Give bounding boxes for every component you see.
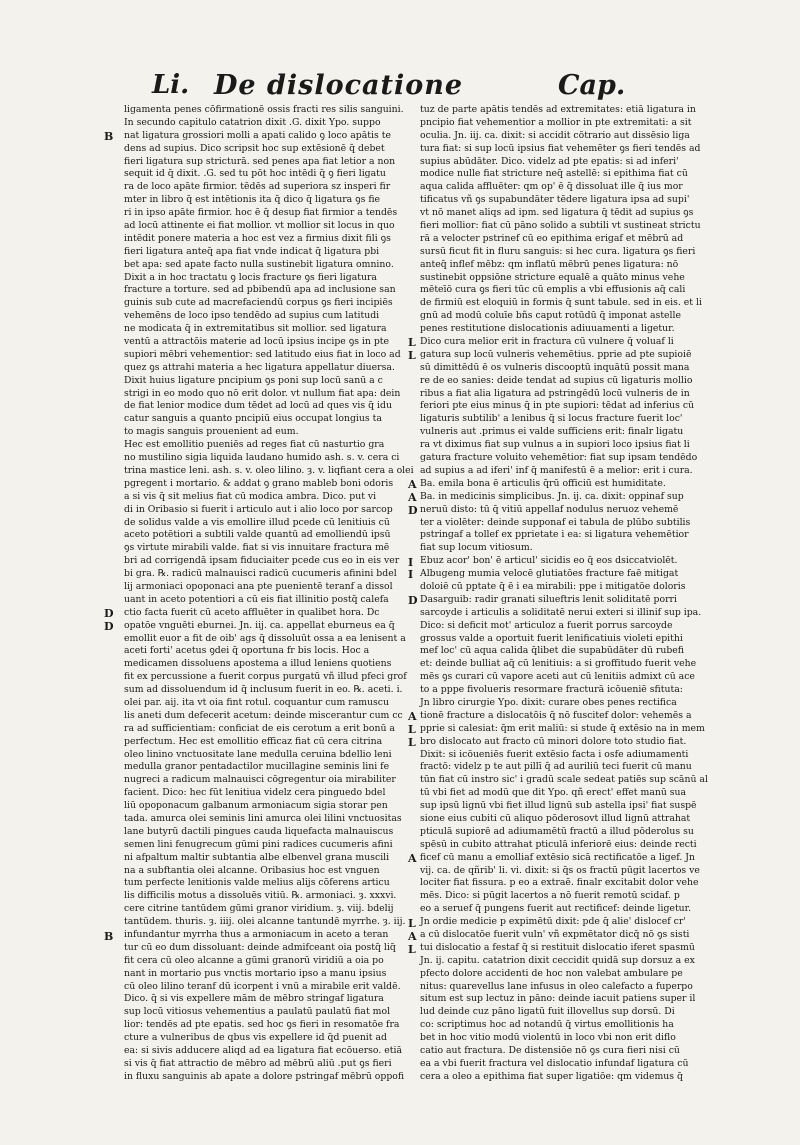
text-line: ea a vbi fuerit fractura vel dislocatio infundaf ligatura cū bbox=[420, 1057, 689, 1069]
margin-letter: D bbox=[104, 620, 114, 633]
text-line: dens ad supius. Dico scripsit hoc sup extēsionē q̄ debet bbox=[124, 142, 385, 154]
text-line: spēsū in cubito attrahat pticulā inferiorē eius: deinde recti bbox=[420, 838, 697, 850]
text-line: Dixit a in hoc tractatu ꝯ locis fracture ꝯs fieri ligatura bbox=[124, 271, 377, 283]
text-line: gnū ad modū coluīe bñs caput rotūdū q̄ imponat astelle bbox=[420, 310, 682, 322]
text-line: tantūdem. thuris. ȝ. iiij. olei alcanne tantundē myrrhe. ȝ. iij. bbox=[124, 916, 406, 928]
text-line: ter a violēter: deinde supponaf ei tabula de plūbo subtilis bbox=[420, 516, 691, 528]
text-line: modice nulle fiat stricture neq̄ astellē: si epithima fiat cū bbox=[420, 168, 688, 180]
text-line: tui dislocatio a festaf q̄ si restituit dislocatio iferet spasmū bbox=[420, 941, 695, 953]
text-line: situm est sup lectuz in pāno: deinde iacuit patiens super il bbox=[420, 993, 696, 1005]
text-line: Hec est emollitio pueniēs ad reges fiat cū nasturtio gra bbox=[124, 439, 385, 451]
text-line: Ba. in medicinis simplicibus. Jn. ij. ca. dixit: oppinaf sup bbox=[420, 490, 684, 502]
text-line: to a pppe fivolueris resormare fracturā icōueniē sfituta: bbox=[420, 684, 683, 696]
text-line: fit cera cū oleo alcanne a gūmi granorū viridiū a oia po bbox=[124, 954, 384, 966]
text-line: tionē fracture a dislocatōis q̄ nō fuscitef dolor: vehemēs a bbox=[420, 709, 692, 721]
text-line: pstringaf a tollef ex pprietate i ea: si ligatura vehemētior bbox=[420, 529, 689, 541]
text-line: sustinebit oppsiōne stricture equalē a quāto minus vehe bbox=[420, 271, 685, 283]
text-line: guinis sub cute ad macrefaciendū corpus ꝯs fieri incipiēs bbox=[124, 297, 393, 309]
text-line: sup locū vitiosus vehementius a paulatū paulatū fiat mol bbox=[124, 1006, 391, 1018]
text-line: in fluxu sanguinis ab apate a dolore pstringaf mēbrū oppofi bbox=[124, 1070, 405, 1082]
text-line: vehemēns de loco ipso tendēdo ad supius cum latitudi bbox=[124, 310, 380, 322]
text-line: tur cū eo dum dissoluant: deinde admifceant oia postq̄ liq̄ bbox=[124, 941, 396, 953]
margin-letter: D bbox=[408, 594, 418, 608]
text-line: semen lini fenugrecum gūmi pini radices cucumeris afini bbox=[124, 838, 393, 850]
text-line: tificatus vñ ꝯs supabundāter tēdere ligatura ipsa ad supi' bbox=[420, 194, 690, 206]
text-line: mēs ꝯs curari cū vapore aceti aut cū lenitiis admixt cū ace bbox=[420, 671, 695, 683]
margin-letter: L bbox=[408, 336, 416, 350]
text-line: Jn ordie medicie p expimētū dixit: pde q̄ alie' dislocef cr' bbox=[420, 916, 686, 928]
margin-letter: I bbox=[408, 568, 414, 582]
text-line: fieri ligatura sup stricturā. sed penes apa fiat letior a non bbox=[124, 155, 396, 167]
text-line: tūn fiat cū instro sic' i gradū scale sedeat patiēs sup scānū al bbox=[420, 774, 708, 786]
text-line: strigi in eo modo quo nō erit dolor. vt nullum fiat apa: dein bbox=[124, 387, 401, 399]
text-line: ligamenta penes cōfirmationē ossis fracti res silis sanguini. bbox=[124, 104, 404, 115]
text-line: Ebuz acor' bon' ē articul' sicidis eo q̄ eos dsiccatviolēt. bbox=[420, 555, 678, 567]
text-line: mter in libro q̄ est intētionis ita q̄ dico q̄ ligatura ꝯs fie bbox=[124, 194, 381, 206]
text-line: ni afpaltum maltir subtantia albe elbenvel grana muscili bbox=[124, 851, 390, 863]
text-line: ad supius a ad iferi' inf q̄ manifestū ē a melior: erit i cura. bbox=[420, 464, 693, 476]
margin-letter: B bbox=[104, 129, 114, 143]
text-line: vt nō manet aliqs ad ipm. sed ligatura q̄ tēdit ad supius ꝯs bbox=[420, 207, 694, 219]
text-line: uant in aceto potentiori a cū eis fiat illinitio postq̄ calefa bbox=[124, 593, 389, 605]
text-line: pfecto dolore accidenti de hoc non valebat ambulare pe bbox=[420, 967, 683, 979]
text-line: intēdit ponere materia a hoc est vez a firmius dixit fili ꝯs bbox=[124, 232, 391, 244]
margin-letter: A bbox=[408, 929, 417, 943]
text-line: ribus a fiat alia ligatura ad pstringēdū locū vulneris de in bbox=[420, 387, 690, 399]
text-line: perfectum. Hec est emollitio efficaz fiat cū cera citrina bbox=[124, 735, 383, 747]
text-line: facient. Dico: hec fūt lenitiua videlz cera pinguedo bdel bbox=[124, 787, 386, 799]
folio-number: Li. bbox=[152, 70, 190, 100]
margin-letter: I bbox=[408, 555, 414, 569]
text-line: sarcoyde i articulis a soliditatē nerui exteri si illinif sup ipa. bbox=[420, 606, 702, 618]
text-line: gatura fracture voluito vehemētior: fiat sup ipsam tendēdo bbox=[420, 452, 698, 464]
text-line: doloiē cū pptate q̄ ē i ea mirabili: ppe i mitigatōe doloris bbox=[420, 580, 686, 592]
text-line: a si vis q̄ sit melius fiat cū modica ambra. Dico. put vi bbox=[124, 490, 377, 502]
text-line: no mustilino sigia liquida laudano humido ash. s. v. cera ci bbox=[124, 452, 400, 464]
text-line: vij. ca. de qñrib' li. vi. dixit: si q̄s os fractū pūgit lacertos ve bbox=[420, 864, 700, 876]
text-line: medulla granor pentadactilor mucillagine seminis lini fe bbox=[124, 761, 390, 773]
margin-letter: L bbox=[408, 916, 416, 930]
text-line: fractō: videlz p te aut pillī q̄ ad auriliū teci fuerit cū manu bbox=[420, 761, 692, 773]
text-line: tada. amurca olei seminis lini amurca olei lilini vnctuositas bbox=[124, 812, 402, 824]
text-line: di in Oribasio si fuerit i articulo aut i alio loco por sarcop bbox=[124, 503, 393, 515]
text-line: tū vbi fiet ad modū que dit Ypo. qñ erect' effet manū sua bbox=[420, 787, 687, 799]
text-line: sum ad dissoluendum id q̄ inclusum fuerit in eo. ℞. aceti. i. bbox=[124, 684, 403, 696]
text-line: bet in hoc vitio modū violentū in loco vbi non erit diflo bbox=[420, 1032, 676, 1044]
margin-letter: D bbox=[104, 607, 114, 621]
text-line: infundantur myrrha thus a armoniacum in aceto a teran bbox=[124, 929, 389, 940]
text-line: si vis q̄ fiat attractio de mēbro ad mēbrū aliū .put ꝯs fieri bbox=[124, 1057, 392, 1069]
text-line: grossus valde a oportuit fuerit lenificatiuis violeti epithi bbox=[420, 632, 683, 644]
text-line: Albugeng mumia velocē glutiatōes fracture faē mitigat bbox=[420, 568, 679, 580]
text-line: pgregent i mortario. & addat ꝯ grano mableb boni odoris bbox=[124, 477, 394, 489]
text-line: ad locū attinente ei fiat mollior. vt mollior sit locus in quo bbox=[124, 220, 395, 232]
text-line: nant in mortario pus vnctis mortario ipso a manu ipsius bbox=[124, 967, 387, 979]
margin-letter: L bbox=[408, 723, 416, 737]
text-line: pticulā supiorē ad adiumamētū fractū a illud pōderolus su bbox=[420, 825, 694, 837]
text-line: medicamen dissoluens apostema a illud leniens quotiens bbox=[124, 658, 392, 670]
text-line: pncipio fiat vehementior a mollior in pte extremitati: a sit bbox=[420, 116, 692, 128]
text-line: Jn libro cirurgie Ypo. dixit: curare obes penes rectifica bbox=[420, 696, 677, 708]
text-line: catur sanguis a quanto pncipiū eius occupat longius ta bbox=[124, 413, 382, 425]
text-line: supiori mēbri vehementior: sed latitudo eius fiat in loco ad bbox=[124, 348, 401, 360]
right-text-column bbox=[420, 104, 708, 1084]
text-line: lane butyrū dactili pingues cauda liquefacta malnauiscus bbox=[124, 825, 394, 837]
text-line: sursū ficut fit in fluru sanguis: si hec cura. ligatura ꝯs fieri bbox=[420, 245, 696, 257]
margin-letter: A bbox=[408, 710, 417, 724]
text-line: ne modicata q̄ in extremitatibus sit mollior. sed ligatura bbox=[124, 323, 387, 335]
margin-letter: L bbox=[408, 942, 416, 956]
text-line: cture a vulneribus de qbus vis expellere id q̄d puenit ad bbox=[124, 1032, 387, 1044]
text-line: vulneris aut .primus ei valde sufficiens erit: finalr ligatu bbox=[420, 426, 684, 438]
text-line: Dixit: si icōueniēs fuerit extēsio facta i osfe adiumamenti bbox=[420, 748, 689, 760]
text-line: fiat sup locum vitiosum. bbox=[420, 542, 533, 554]
text-line: a cū dislocatōe fuerit vuln' vñ expmētator dicq̄ nō ꝯs sisti bbox=[420, 929, 690, 940]
text-line: gatura sup locū vulneris vehemētius. pprie ad pte supioiē bbox=[420, 348, 692, 360]
text-line: pprie si calesiat: q̄m erit maliū: si stude q̄ extēsio na in mem bbox=[420, 722, 705, 734]
text-line: re de eo sanies: deide tendat ad supius cū ligaturis mollio bbox=[420, 374, 693, 386]
text-line: de solidus valde a vis emollire illud pcede cū lenitiuis cū bbox=[124, 516, 390, 528]
text-line: supius abūdāter. Dico. videlz ad pte epatis: si ad inferi' bbox=[420, 155, 679, 167]
text-line: ventū a attractōis materie ad locū ipsius incipe ꝯs in pte bbox=[124, 336, 390, 348]
margin-letter: D bbox=[408, 503, 418, 517]
margin-letter: B bbox=[104, 929, 114, 943]
text-line: et: deinde bulliat aq̄ cū lenitiuis: a si groffitudo fuerit vehe bbox=[420, 658, 697, 670]
text-line: bri ad corrigendā ipsam fiduciaiter pcede cus eo in eis ver bbox=[124, 555, 400, 567]
text-line: ea: si sivis adducere aliqd ad ea ligatura fiat ecōuerso. etiā bbox=[124, 1045, 403, 1057]
text-line: nitus: quarevellus lane infusus in oleo calefacto a fuperpo bbox=[420, 980, 693, 992]
text-line: penes restitutione dislocationis adiuuamenti a ligetur. bbox=[420, 323, 675, 335]
text-line: opatōe vnguēti eburnei. Jn. iij. ca. appellat eburneus ea q̄ bbox=[124, 619, 395, 631]
text-line: lij armoniaci opoponaci ana pte puenientē teranf a dissol bbox=[124, 580, 393, 592]
text-line: nat ligatura grossiori molli a apati calido ꝯ loco apātis te bbox=[124, 129, 391, 141]
text-line: Dasarguib: radir granati silueftris lenit soliditatē porri bbox=[420, 593, 677, 605]
text-line: cere citrine tantūdem gūmi granor viridium. ȝ. viij. bdelij bbox=[124, 903, 394, 915]
text-line: sione eius cubiti cū aliquo pōderosovt illud lignū attrahat bbox=[420, 812, 691, 824]
text-line: Dico: si deficit mot' articuloz a fuerit porrus sarcoyde bbox=[420, 619, 673, 631]
text-line: tuz de parte apātis tendēs ad extremitates: etiā ligatura in bbox=[420, 104, 696, 115]
chapter-label: Cap. bbox=[558, 70, 626, 101]
text-line: co: scriptimus hoc ad notandū q̄ virtus emollitionis ha bbox=[420, 1019, 674, 1031]
text-line: mēteīō cura ꝯs fieri tūc cū emplis a vbi effusionis aq̄ cali bbox=[420, 284, 686, 296]
text-line: bro dislocato aut fracto cū minori dolore toto studio fiat. bbox=[420, 735, 687, 747]
text-line: liū opoponacum galbanum armoniacum sigia storar pen bbox=[124, 800, 388, 812]
text-line: sup ipsū lignū vbi fiet illud lignū sub astella ipsi' fiat suspē bbox=[420, 800, 697, 812]
left-text-column bbox=[124, 104, 414, 1084]
text-line: lud deinde cuz pāno ligatū fuit illovellus sup dorsū. Di bbox=[420, 1006, 675, 1018]
text-line: de firmiū est eloquiū in formis q̄ sunt tabule. sed in eis. et li bbox=[420, 297, 702, 309]
text-line: ra ad sufficientiam: conficiat de eis cerotum a erit bonū a bbox=[124, 722, 395, 734]
running-title: De dislocatione bbox=[214, 70, 464, 101]
text-line: de fiat lenior modice dum tēdet ad locū ad ques vis q̄ idu bbox=[124, 400, 392, 412]
text-line: lociter fiat fissura. p eo a extraē. finalr excitabit dolor vehe bbox=[420, 877, 699, 889]
text-line: fieri mollior: fiat cū pāno solido a subtili vt sustineat strictu bbox=[420, 220, 701, 232]
text-line: fieri ligatura anteq̄ apa fiat vnde indicat q̄ ligatura pbi bbox=[124, 245, 380, 257]
text-line: mēs. Dico: si pūgit lacertos a nō fuerit remotū scidaf. p bbox=[420, 890, 680, 902]
text-line: aqua calida affluēter: qm op' ē q̄ dissoluat ille q̄ ius mor bbox=[420, 181, 683, 193]
text-line: catio aut fractura. De distensiōe nō ꝯs cura fieri nisi cū bbox=[420, 1045, 680, 1057]
text-line: mef loc' cū aqua calida q̄libet die supabūdāter dū rubefi bbox=[420, 645, 685, 657]
text-line: tura fiat: si sup locū ipsius fiat vehemēter ꝯs fieri tendēs ad bbox=[420, 142, 701, 154]
text-line: aceto potētiori a subtili valde quantū ad emolliendū ipsū bbox=[124, 529, 391, 541]
text-line: aceti forti' acetus ꝯdei q̄ oportuna fr bis locis. Hoc a bbox=[124, 645, 370, 657]
text-line: sū dimittēdū ē os vulneris discooptū inquātū possit mana bbox=[420, 361, 690, 373]
margin-letter: A bbox=[408, 852, 417, 866]
margin-letter: A bbox=[408, 491, 417, 504]
text-line: Dico. q̄ si vis expellere mām de mēbro stringaf ligatura bbox=[124, 993, 384, 1005]
text-line: cera a oleo a epithima fiat super ligatiōe: qm videmus q̄ bbox=[420, 1070, 683, 1082]
text-line: oculia. Jn. iij. ca. dixit: si accidit cōtrario aut dissēsio liga bbox=[420, 129, 690, 141]
text-line: oleo linino vnctuositate lane medulla ceruina bdellio leni bbox=[124, 748, 392, 760]
text-line: ctio facta fuerit cū aceto affluēter in qualibet hora. Dc bbox=[124, 606, 380, 618]
text-line: Jn. ij. capitu. catatrion dixit ceccidit quidā sup dorsuz a ex bbox=[420, 954, 695, 966]
text-line: lis difficilis motus a dissoluēs vitiū. ℞. armoniaci. ȝ. xxxvi. bbox=[124, 890, 397, 902]
text-line: rā a velocter pstrinef cū eo epithima erigaf et mēbrū ad bbox=[420, 232, 684, 244]
text-line: olei par. aij. ita vt oia fint rotul. coquantur cum ramuscu bbox=[124, 696, 390, 708]
text-line: ligaturis subtilib' a lenibus q̄ si locus fracture fuerit loc' bbox=[420, 413, 683, 425]
text-line: neruū disto: tū q̄ vitiū appellaf nodulus neruoz vehemē bbox=[420, 503, 679, 515]
text-line: trina mastice leni. ash. s. v. oleo lilino. ȝ. v. liqfiant cera a olei bbox=[124, 464, 414, 476]
text-line: anteq̄ inflef mēbz: qm inflatū mēbrū penes ligatura: nō bbox=[420, 258, 679, 270]
text-line: lis aneti dum defecerit acetum: deinde miscerantur cum cc bbox=[124, 709, 403, 721]
text-line: Ba. emila bona ē articulis q̄rū officiū est humiditate. bbox=[420, 477, 666, 489]
text-line: ra de loco apāte firmior. tēdēs ad superiora sz insperi fir bbox=[124, 181, 391, 193]
text-line: fit ex percussione a fuerit corpus purgatū vñ illud pfeci grof bbox=[124, 671, 407, 683]
text-line: fracture a torture. sed ad pbibendū apa ad inclusione san bbox=[124, 284, 396, 296]
text-line: ꝯs virtute mirabili valde. fiat si vis innuitare fractura mē bbox=[124, 542, 390, 554]
text-line: na a subftantia olei alcanne. Oribasius hoc est vnguen bbox=[124, 864, 380, 876]
margin-letter: L bbox=[408, 736, 416, 750]
text-line: In secundo capitulo catatrion dixit .G. dixit Ypo. suppo bbox=[124, 116, 381, 128]
text-line: quez ꝯs attrahi materia a hec ligatura appellatur diuersa. bbox=[124, 361, 395, 373]
text-line: sequit id q̄ dixit. .G. sed tu pōt hoc intēdi q̄ ꝯ fieri ligatu bbox=[124, 168, 386, 180]
text-line: lior: tendēs ad pte epatis. sed hoc ꝯs fieri in resomatōe fra bbox=[124, 1019, 400, 1031]
text-line: ri in ipso apāte firmior. hoc ē q̄ desup fiat firmior a tendēs bbox=[124, 207, 398, 219]
text-line: Dixit huius ligature pncipium ꝯs poni sup locū sanū a c bbox=[124, 374, 383, 386]
text-line: feriori pte eius minus q̄ in pte supiori: tēdat ad inferius cū bbox=[420, 400, 695, 412]
text-line: bet apa: sed apate facto nulla sustinebit ligatura omnino. bbox=[124, 258, 394, 270]
text-line: nugreci a radicum malnauisci cōgregentur oia mirabiliter bbox=[124, 774, 396, 786]
text-line: tum perfecte lenitionis valde melius alijs cōferens articu bbox=[124, 877, 390, 889]
text-line: Dico cura melior erit in fractura cū vulnere q̄ voluaf li bbox=[420, 336, 674, 348]
margin-letter: A bbox=[408, 478, 417, 492]
text-line: emollit euor a fit de oib' ags q̄ dissoluūt ossa a ea lenisent a bbox=[124, 632, 406, 644]
text-line: bi gra. ℞. radicū malnauisci radicū cucumeris afinini bdel bbox=[124, 568, 397, 580]
text-line: ra vt diximus fiat sup vulnus a in supiori loco ipsius fiat li bbox=[420, 439, 690, 451]
text-line: cū oleo lilino teranf dū icorpent i vnū a mirabile erit valdē. bbox=[124, 980, 401, 992]
text-line: ficef cū manu a emolliaf extēsio sicā rectificatōe a ligef. Jn bbox=[420, 851, 695, 863]
text-line: eo a seruef q̄ pungens fuerit aut rectificef: deinde ligetur. bbox=[420, 903, 692, 915]
margin-letter: L bbox=[408, 349, 416, 363]
text-line: to magis sanguis prouenient ad eum. bbox=[124, 426, 299, 438]
